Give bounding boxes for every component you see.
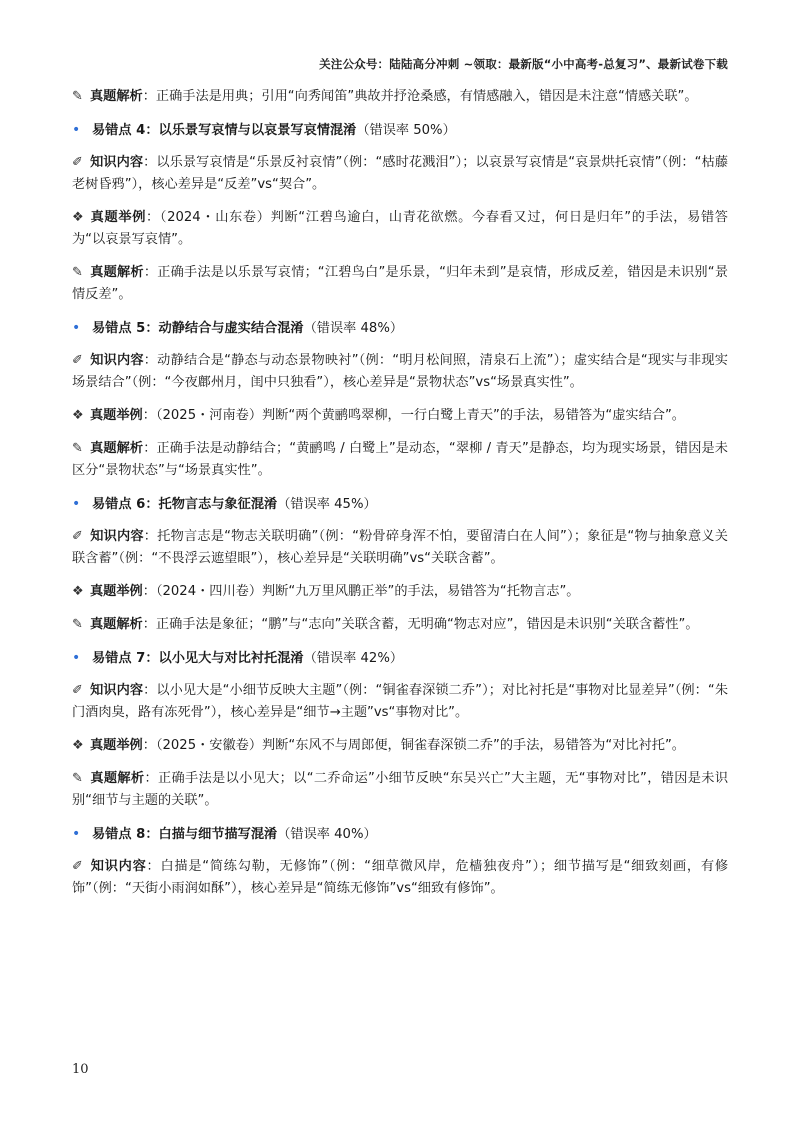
page-header: 关注公众号：陆陆高分冲刺 ~领取：最新版“小中高考-总复习”、最新试卷下载 <box>319 57 728 71</box>
heading-title: 易错点 5：动静结合与虚实结合混淆 <box>92 321 304 336</box>
bullet-icon: • <box>72 320 81 336</box>
pencil-alt-icon: ✐ <box>72 353 83 368</box>
paragraph-label: 真题解析 <box>90 265 144 280</box>
example-paragraph <box>72 735 728 757</box>
paragraph-label: 真题解析 <box>90 89 143 104</box>
pencil-icon: ✎ <box>72 441 83 456</box>
knowledge-paragraph <box>72 152 728 196</box>
paragraph-label: 真题举例 <box>90 408 143 423</box>
error-rate: （错误率 48%） <box>303 321 404 336</box>
paragraph-label: 真题解析 <box>90 771 145 786</box>
paragraph-text: ：正确手法是用典；引用“向秀闻笛”典故并抒沧桑感，有情感融入，错因是未注意“情感关联”。 <box>142 89 698 104</box>
example-paragraph <box>72 405 728 427</box>
pencil-icon: ✎ <box>72 265 83 280</box>
paragraph-text: ：正确手法是以乐景写哀情；“江碧鸟白”是乐景，“归年未到”是哀情，形成反差，错因是未识别“景情反差”。 <box>72 265 729 302</box>
paragraph-label: 真题解析 <box>90 617 143 632</box>
error-rate: （错误率 42%） <box>303 651 404 666</box>
pencil-alt-icon: ✐ <box>72 155 83 170</box>
paragraph-text: ：以小见大是“小细节反映大主题”（例：“铜雀春深锁二乔”）；对比衬托是“事物对比显差异”（例：“朱门酒肉臭，路有冻死骨”），核心差异是“细节→主题”vs“事物对比”。 <box>72 683 729 720</box>
page-number: 10 <box>72 1062 89 1077</box>
error-point-heading <box>72 119 728 142</box>
paragraph-label: 知识内容 <box>90 155 144 170</box>
paragraph-text: ：动静结合是“静态与动态景物映衬”（例：“明月松间照，清泉石上流”）；虚实结合是“现实与非现实场景结合”（例：“今夜鄜州月，闺中只独看”），核心差异是“景物状态”vs“场景真实性”。 <box>72 353 728 390</box>
paragraph-text: ：正确手法是象征；“鹏”与“志向”关联含蓄，无明确“物志对应”，错因是未识别“关联含蓄性”。 <box>142 617 699 632</box>
analysis-paragraph <box>72 614 728 636</box>
paragraph-label: 知识内容 <box>90 353 144 368</box>
paragraph-text: ：托物言志是“物志关联明确”（例：“粉骨碎身浑不怕，要留清白在人间”）；象征是“物与抽象意义关联含蓄”（例：“不畏浮云遮望眼”），核心差异是“关联明确”vs“关联含蓄”。 <box>72 529 728 566</box>
paragraph-text: ：正确手法是以小见大；以“二乔命运”小细节反映“东吴兴亡”大主题，无“事物对比”，错因是未识别“细节与主题的关联”。 <box>72 771 729 808</box>
heading-title: 易错点 8：白描与细节描写混淆 <box>92 827 278 842</box>
paragraph-text: ：白描是“简练勾勒，无修饰”（例：“细草微风岸，危樯独夜舟”）；细节描写是“细致刻画，有修饰”（例：“天街小雨润如酥”），核心差异是“简练无修饰”vs“细致有修饰”。 <box>72 859 729 896</box>
paragraph-label: 知识内容 <box>90 529 144 544</box>
error-rate: （错误率 50%） <box>356 123 456 138</box>
paragraph-text: ：（2024・山东卷）判断“江碧鸟逾白，山青花欲燃。今春看又过，何日是归年”的手法，易错答为“以哀景写哀情”。 <box>72 210 728 247</box>
pencil-icon: ✎ <box>72 617 83 632</box>
paragraph-text: ：（2024・四川卷）判断“九万里风鹏正举”的手法，易错答为“托物言志”。 <box>142 584 580 599</box>
knowledge-paragraph <box>72 680 728 724</box>
heading-title: 易错点 6：托物言志与象征混淆 <box>92 497 278 512</box>
pencil-alt-icon: ✐ <box>72 529 83 544</box>
diamond-icon: ❖ <box>72 584 84 599</box>
paragraph-label: 知识内容 <box>90 683 144 698</box>
analysis-paragraph <box>72 262 728 306</box>
paragraph-text: ：以乐景写哀情是“乐景反衬哀情”（例：“感时花溅泪”）；以哀景写哀情是“哀景烘托哀情”（例：“枯藤老树昏鸦”），核心差异是“反差”vs“契合”。 <box>72 155 729 192</box>
diamond-icon: ❖ <box>72 738 84 753</box>
knowledge-paragraph <box>72 526 728 570</box>
error-point-heading <box>72 823 728 846</box>
diamond-icon: ❖ <box>72 210 84 225</box>
example-paragraph <box>72 581 728 603</box>
error-point-heading <box>72 647 728 670</box>
analysis-paragraph <box>72 438 728 482</box>
pencil-alt-icon: ✐ <box>72 859 83 874</box>
paragraph-label: 真题解析 <box>90 441 144 456</box>
heading-title: 易错点 7：以小见大与对比衬托混淆 <box>92 651 304 666</box>
bullet-icon: • <box>72 826 81 842</box>
error-rate: （错误率 45%） <box>277 497 377 512</box>
diamond-icon: ❖ <box>72 408 84 423</box>
bullet-icon: • <box>72 650 81 666</box>
pencil-alt-icon: ✐ <box>72 683 83 698</box>
error-rate: （错误率 40%） <box>277 827 377 842</box>
bullet-icon: • <box>72 496 81 512</box>
paragraph-label: 真题举例 <box>90 738 143 753</box>
paragraph-text: ：（2025・河南卷）判断“两个黄鹂鸣翠柳，一行白鹭上青天”的手法，易错答为“虚实结合”。 <box>142 408 685 423</box>
analysis-paragraph <box>72 768 728 812</box>
paragraph-text: ：正确手法是动静结合；“黄鹂鸣 / 白鹭上”是动态，“翠柳 / 青天”是静态，均为现实场景，错因是未区分“景物状态”与“场景真实性”。 <box>72 441 728 478</box>
knowledge-paragraph <box>72 856 728 900</box>
analysis-paragraph <box>72 86 728 108</box>
error-point-heading <box>72 317 728 340</box>
example-paragraph <box>72 207 728 251</box>
paragraph-label: 真题举例 <box>90 584 143 599</box>
error-point-heading <box>72 493 728 516</box>
pencil-icon: ✎ <box>72 89 83 104</box>
paragraph-text: ：（2025・安徽卷）判断“东风不与周郎便，铜雀春深锁二乔”的手法，易错答为“对比衬托”。 <box>142 738 685 753</box>
paragraph-label: 真题举例 <box>90 210 147 225</box>
knowledge-paragraph <box>72 350 728 394</box>
bullet-icon: • <box>72 122 81 138</box>
pencil-icon: ✎ <box>72 771 83 786</box>
paragraph-label: 知识内容 <box>90 859 147 874</box>
document-body <box>72 86 728 911</box>
heading-title: 易错点 4：以乐景写哀情与以哀景写哀情混淆 <box>92 123 357 138</box>
